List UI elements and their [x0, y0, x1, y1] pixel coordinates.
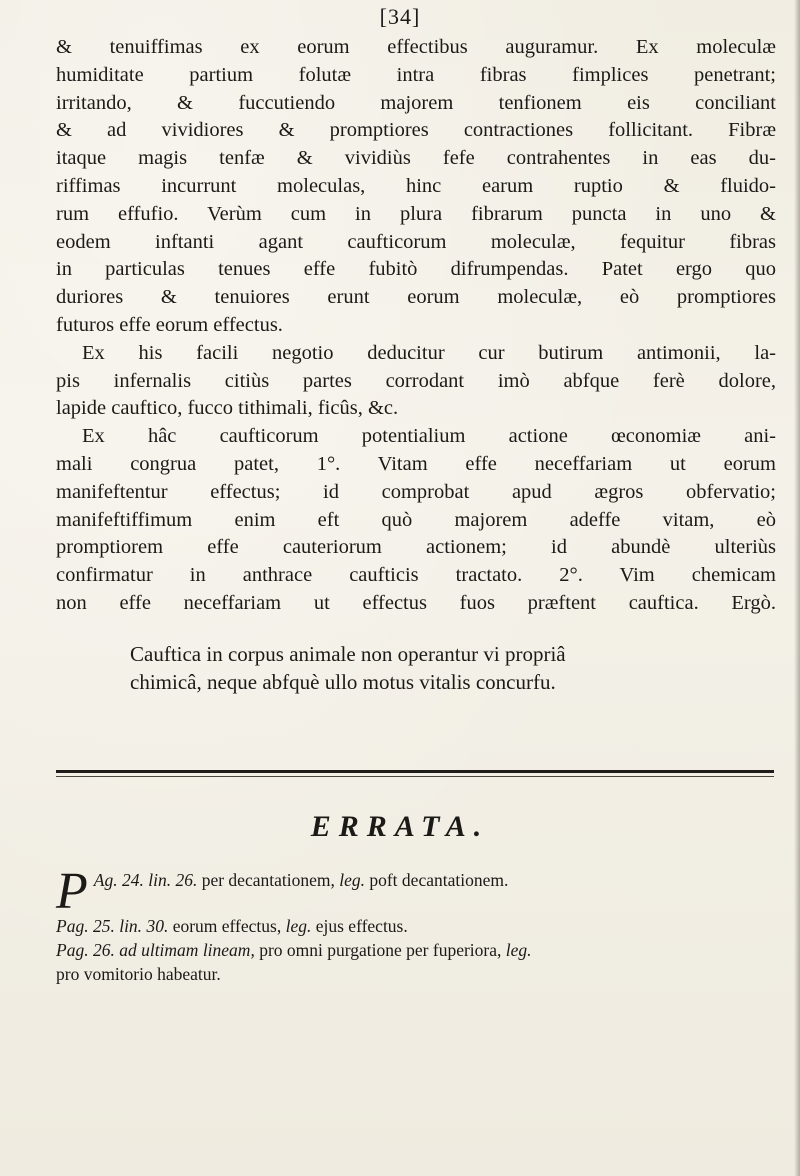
- errata-wrong: pro omni purgatione per fuperiora,: [259, 940, 506, 960]
- text-line: in particulas tenues effe fubitò difrumpendas. Patet ergo quo: [56, 258, 776, 281]
- text-line: pis infernalis citiùs partes corrodant imò abfque ferè dolore,: [56, 369, 776, 392]
- errata-right: poft decantationem.: [369, 870, 509, 890]
- conclusion: [56, 640, 776, 696]
- page-number: [34]: [379, 4, 421, 29]
- paragraph-3: [56, 423, 776, 618]
- text-line: confirmatur in anthrace caufticis tractato. 2°. Vim chemicam: [56, 564, 776, 587]
- text-line: duriores & tenuiores erunt eorum moleculæ, eò promptiores: [56, 286, 776, 309]
- errata-list: [56, 858, 776, 986]
- text-line: Ex his facili negotio deducitur cur butirum antimonii, la-: [82, 341, 776, 364]
- text-line: rum effufio. Verùm cum in plura fibrarum puncta in uno &: [56, 202, 776, 225]
- text-line: promptiorem effe cauteriorum actionem; id abundè ulteriùs: [56, 536, 776, 559]
- section-divider-thin: [56, 776, 774, 777]
- errata-page-label: Pag.: [56, 916, 93, 936]
- text-line: irritando, & fuccutiendo majorem tenfionem eis conciliant: [56, 91, 776, 114]
- conclusion-line: chimicâ, neque abfquè ullo motus vitalis concurfu.: [130, 670, 556, 694]
- text-line: non effe neceffariam ut effectus fuos præftent cauftica. Ergò.: [56, 591, 776, 614]
- errata-line: 30.: [146, 916, 173, 936]
- errata-entry-continued: [56, 962, 776, 986]
- text-line: riffimas incurrunt moleculas, hinc earum ruptio & fluido-: [56, 174, 776, 197]
- text-line: & tenuiffimas ex eorum effectibus auguramur. Ex moleculæ: [56, 36, 776, 58]
- text-line: manifeftentur effectus; id comprobat apud ægros obfervatio;: [56, 480, 776, 503]
- errata-leg: leg.: [505, 940, 532, 960]
- errata-line: 26.: [175, 870, 202, 890]
- errata-line-label: ad ultimam lineam,: [119, 940, 260, 960]
- errata-page: 25.: [92, 916, 120, 936]
- errata-page: 24.: [121, 870, 149, 890]
- errata-wrong: eorum effectus,: [172, 916, 286, 936]
- errata-page-label: Ag.: [93, 870, 122, 890]
- errata-entry: [56, 858, 776, 920]
- errata-leg: leg.: [339, 870, 370, 890]
- paragraph-2: [56, 340, 776, 423]
- text-line: futuros effe eorum effectus.: [56, 313, 283, 336]
- text-line: itaque magis tenfæ & vividiùs fefe contrahentes in eas du-: [56, 147, 776, 170]
- body-text: [56, 34, 776, 618]
- errata-heading: ERRATA.: [310, 810, 490, 843]
- errata-line-label: lin.: [119, 916, 147, 936]
- errata-line-label: lin.: [148, 870, 176, 890]
- text-line: Ex hâc caufticorum potentialium actione œconomiæ ani-: [82, 425, 776, 448]
- errata-entry: [56, 914, 776, 938]
- errata-page: 26.: [92, 940, 120, 960]
- errata-entry: [56, 938, 776, 962]
- errata-leg: leg.: [285, 916, 316, 936]
- text-line: mali congrua patet, 1°. Vitam effe neceffariam ut eorum: [56, 452, 776, 475]
- drop-cap: P: [56, 863, 88, 920]
- errata-wrong: per decantationem,: [201, 870, 340, 890]
- conclusion-line: Cauftica in corpus animale non operantur vi propriâ: [130, 642, 566, 666]
- errata-right: ejus effectus.: [315, 916, 408, 936]
- text-line: lapide cauftico, fucco tithimali, ficûs, &c.: [56, 397, 399, 420]
- page-edge-shadow: [794, 0, 800, 1176]
- paragraph-1: [56, 34, 776, 340]
- text-line: & ad vividiores & promptiores contractiones follicitant. Fibræ: [56, 119, 776, 142]
- text-line: eodem inftanti agant caufticorum moleculæ, fequitur fibras: [56, 230, 776, 253]
- errata-page-label: Pag.: [56, 940, 93, 960]
- text-line: humiditate partium folutæ intra fibras fimplices penetrant;: [56, 63, 776, 86]
- section-divider: [56, 770, 774, 773]
- errata-right: pro vomitorio habeatur.: [56, 964, 221, 984]
- text-line: manifeftiffimum enim eft quò majorem adeffe vitam, eò: [56, 508, 776, 531]
